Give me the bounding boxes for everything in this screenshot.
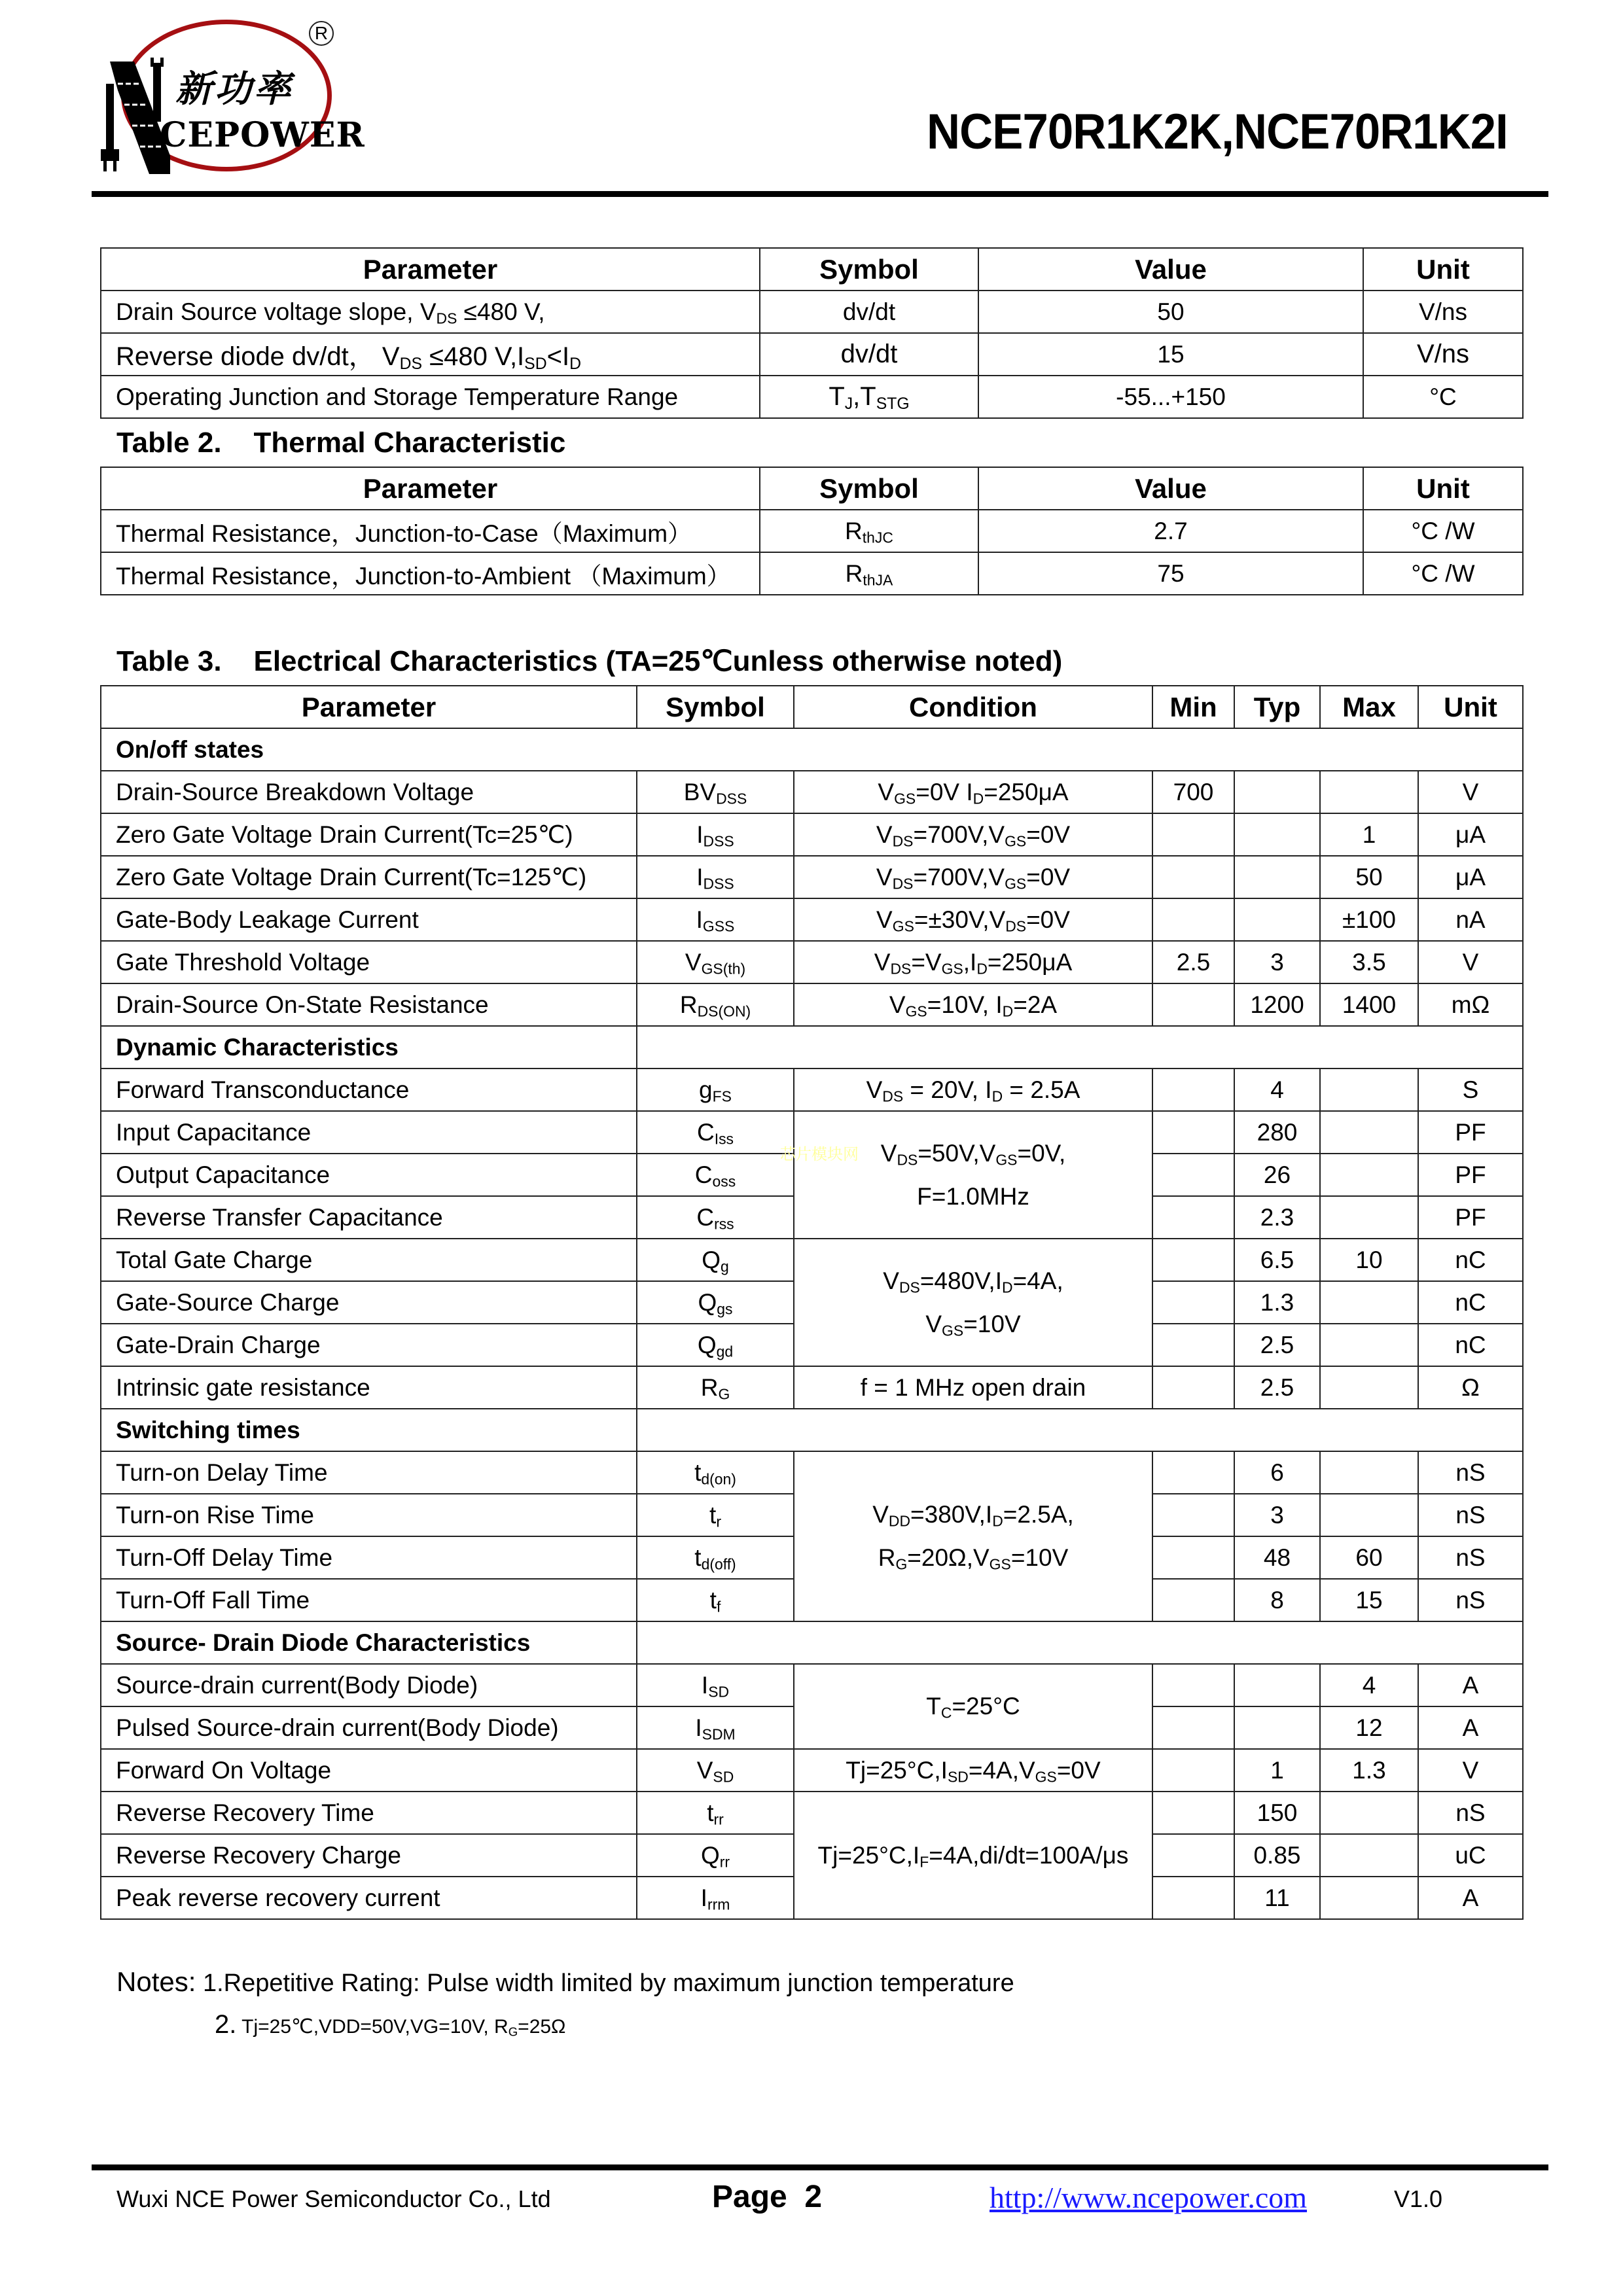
typ-cell: 280 [1234, 1111, 1320, 1154]
unit-cell: nC [1418, 1324, 1523, 1366]
typ-cell: 11 [1234, 1877, 1320, 1919]
company-logo [92, 18, 365, 175]
table-header-row [101, 467, 1523, 510]
symbol-cell [760, 552, 978, 595]
section-row-onoff [101, 728, 1523, 771]
param-cell: Reverse Recovery Charge [101, 1834, 637, 1877]
param-cell: Gate-Drain Charge [101, 1324, 637, 1366]
condition-cell: $Tj=25^\circ C,I_{SD}=4A,V_{GS}=0V$ [794, 1749, 1152, 1792]
header-unit: Unit [1363, 467, 1523, 510]
table-row [101, 510, 1523, 552]
param-text: Reverse diode dv/dt， V [116, 342, 400, 371]
param-cell: Output Capacitance [101, 1154, 637, 1196]
condition-cell: $Tj=25^\circ C,I_F=4A,di/dt=100A/\mu s$ [794, 1792, 1152, 1919]
logo-english-text: CEPOWER [160, 115, 365, 155]
unit-cell: nS [1418, 1536, 1523, 1579]
footer-divider [92, 2164, 1548, 2170]
symbol-cell: $R_G$ [637, 1366, 794, 1409]
param-cell: Thermal Resistance，Junction-to-Ambient （Maximum） [101, 552, 760, 595]
typ-cell [1234, 1664, 1320, 1706]
document-title: NCE70R1K2K,NCE70R1K2I [927, 104, 1508, 160]
typ-cell [1234, 898, 1320, 941]
header-symbol: Symbol [637, 686, 794, 728]
symbol-cell: $I_{SD}$ [637, 1664, 794, 1706]
unit-cell: Ω [1418, 1366, 1523, 1409]
symbol-text: T [829, 382, 845, 411]
min-cell [1152, 1281, 1234, 1324]
condition-cell: $V_{DS}=480V,I_D=4A$, $V_{GS}=10V$ [794, 1239, 1152, 1366]
symbol-cell: dv/dt [760, 291, 978, 333]
param-cell: Turn-Off Delay Time [101, 1536, 637, 1579]
table-row [101, 1664, 1523, 1706]
condition-cell: $V_{DS}=V_{GS},I_D=250\mu A$ [794, 941, 1152, 983]
max-cell: 1400 [1320, 983, 1418, 1026]
symbol-cell: $I_{GSS}$ [637, 898, 794, 941]
symbol-cell: $C_{Iss}$ [637, 1111, 794, 1154]
header-value: Value [978, 248, 1363, 291]
max-cell [1320, 1281, 1418, 1324]
param-cell: Zero Gate Voltage Drain Current(Tc=125℃) [101, 856, 637, 898]
max-cell: 60 [1320, 1536, 1418, 1579]
symbol-cell: $R_{DS(ON)}$ [637, 983, 794, 1026]
param-sub: DS [399, 355, 423, 374]
symbol-sub: STG [876, 395, 910, 414]
unit-cell: nS [1418, 1451, 1523, 1494]
logo-chinese-text: 新功率 [175, 68, 293, 111]
max-cell: 3.5 [1320, 941, 1418, 983]
table-row [101, 983, 1523, 1026]
unit-cell: uC [1418, 1834, 1523, 1877]
registered-mark-icon: R [309, 21, 334, 46]
header-symbol: Symbol [760, 248, 978, 291]
unit-cell: nA [1418, 898, 1523, 941]
section-filler [637, 1026, 1523, 1069]
min-cell [1152, 856, 1234, 898]
section-title: Dynamic Characteristics [101, 1026, 637, 1069]
footer-page-number: Page 2 [712, 2180, 823, 2214]
symbol-cell: $C_{oss}$ [637, 1154, 794, 1196]
min-cell [1152, 1706, 1234, 1749]
param-text: Drain Source voltage slope, V [116, 298, 437, 325]
param-cell: Drain-Source On-State Resistance [101, 983, 637, 1026]
max-cell [1320, 1834, 1418, 1877]
table-row [101, 941, 1523, 983]
param-cell: Turn-on Rise Time [101, 1494, 637, 1536]
param-cell [101, 333, 760, 376]
table2-title: Table 2. Thermal Characteristic [116, 427, 566, 459]
notes-line-1 [116, 1966, 1014, 1998]
min-cell [1152, 1324, 1234, 1366]
symbol-cell: $I_{DSS}$ [637, 856, 794, 898]
param-cell: Source-drain current(Body Diode) [101, 1664, 637, 1706]
table-row [101, 1451, 1523, 1494]
header-typ: Typ [1234, 686, 1320, 728]
param-cell: Turn-Off Fall Time [101, 1579, 637, 1621]
table-row [101, 552, 1523, 595]
symbol-cell: $I_{SDM}$ [637, 1706, 794, 1749]
electrical-characteristics-table [100, 685, 1524, 1920]
param-cell: Pulsed Source-drain current(Body Diode) [101, 1706, 637, 1749]
min-cell [1152, 1494, 1234, 1536]
section-title: On/off states [101, 728, 1523, 771]
table-row [101, 333, 1523, 376]
symbol-cell: $Q_g$ [637, 1239, 794, 1281]
typ-cell [1234, 856, 1320, 898]
param-cell: Forward Transconductance [101, 1069, 637, 1111]
unit-cell: V [1418, 1749, 1523, 1792]
unit-cell: nS [1418, 1494, 1523, 1536]
param-cell: Operating Junction and Storage Temperature Range [101, 376, 760, 418]
symbol-cell: $Q_{gd}$ [637, 1324, 794, 1366]
min-cell [1152, 1792, 1234, 1834]
typ-cell: 1200 [1234, 983, 1320, 1026]
min-cell [1152, 1664, 1234, 1706]
note-2-number: 2. [215, 2010, 237, 2039]
param-cell: Reverse Recovery Time [101, 1792, 637, 1834]
table-row [101, 856, 1523, 898]
param-cell: Forward On Voltage [101, 1749, 637, 1792]
symbol-text: ,T [853, 382, 876, 411]
symbol-cell: $BV_{DSS}$ [637, 771, 794, 813]
max-cell [1320, 1324, 1418, 1366]
symbol-cell: $t_f$ [637, 1579, 794, 1621]
max-cell: 12 [1320, 1706, 1418, 1749]
condition-cell: $V_{DS}=700V,V_{GS}=0V$ [794, 813, 1152, 856]
min-cell: 700 [1152, 771, 1234, 813]
typ-cell: 150 [1234, 1792, 1320, 1834]
notes-label: Notes: [116, 1966, 196, 1997]
unit-cell: nC [1418, 1239, 1523, 1281]
typ-cell: 2.5 [1234, 1366, 1320, 1409]
unit-cell: V [1418, 941, 1523, 983]
symbol-cell: $t_{rr}$ [637, 1792, 794, 1834]
typ-cell [1234, 813, 1320, 856]
min-cell [1152, 1111, 1234, 1154]
max-cell [1320, 771, 1418, 813]
header-value: Value [978, 467, 1363, 510]
param-cell: Turn-on Delay Time [101, 1451, 637, 1494]
min-cell [1152, 1154, 1234, 1196]
symbol-cell: $C_{rss}$ [637, 1196, 794, 1239]
header-divider [92, 191, 1548, 197]
min-cell [1152, 898, 1234, 941]
table-row [101, 1792, 1523, 1834]
min-cell [1152, 1749, 1234, 1792]
unit-cell: V/ns [1363, 333, 1523, 376]
max-cell [1320, 1196, 1418, 1239]
symbol-cell: $I_{rrm}$ [637, 1877, 794, 1919]
symbol-cell: $Q_{rr}$ [637, 1834, 794, 1877]
max-cell: 10 [1320, 1239, 1418, 1281]
param-sub: DS [436, 309, 457, 327]
condition-cell: $V_{DS}=700V,V_{GS}=0V$ [794, 856, 1152, 898]
param-sub: SD [524, 355, 547, 374]
min-cell [1152, 1366, 1234, 1409]
condition-cell: $V_{DS}=50V,V_{GS}=0V$, F=1.0MHz [794, 1111, 1152, 1239]
unit-cell: nS [1418, 1579, 1523, 1621]
condition-cell: $V_{DS} = 20V$, $I_D = 2.5A$ [794, 1069, 1152, 1111]
symbol-cell: $Q_{gs}$ [637, 1281, 794, 1324]
unit-cell: nC [1418, 1281, 1523, 1324]
header-symbol: Symbol [760, 467, 978, 510]
max-cell [1320, 1069, 1418, 1111]
symbol-cell: $t_{d(off)}$ [637, 1536, 794, 1579]
param-tail: ≤480 V,I [422, 342, 525, 371]
min-cell [1152, 1536, 1234, 1579]
section-title: Source- Drain Diode Characteristics [101, 1621, 637, 1664]
symbol-text: R [845, 517, 863, 544]
param-cell: Reverse Transfer Capacitance [101, 1196, 637, 1239]
max-cell [1320, 1451, 1418, 1494]
header-max: Max [1320, 686, 1418, 728]
max-cell [1320, 1877, 1418, 1919]
unit-cell: °C [1363, 376, 1523, 418]
table-row [101, 898, 1523, 941]
unit-cell: S [1418, 1069, 1523, 1111]
symbol-text: R [845, 559, 863, 587]
typ-cell: 3 [1234, 941, 1320, 983]
param-cell: Gate-Body Leakage Current [101, 898, 637, 941]
value-cell: 75 [978, 552, 1363, 595]
section-row-switching [101, 1409, 1523, 1451]
unit-cell: °C /W [1363, 510, 1523, 552]
header-min: Min [1152, 686, 1234, 728]
max-cell [1320, 1366, 1418, 1409]
param-cell: Input Capacitance [101, 1111, 637, 1154]
symbol-cell [760, 376, 978, 418]
min-cell [1152, 1196, 1234, 1239]
max-cell: 1 [1320, 813, 1418, 856]
max-cell [1320, 1792, 1418, 1834]
param-cell: Gate Threshold Voltage [101, 941, 637, 983]
typ-cell [1234, 771, 1320, 813]
value-cell: 15 [978, 333, 1363, 376]
max-cell: 50 [1320, 856, 1418, 898]
symbol-cell: $V_{GS(th)}$ [637, 941, 794, 983]
note-2-text: Tj=25℃,VDD=50V,VG=10V, $R_G=25\Omega$ [236, 2016, 566, 2039]
section-row-diode [101, 1621, 1523, 1664]
symbol-cell [760, 510, 978, 552]
symbol-cell: $I_{DSS}$ [637, 813, 794, 856]
typ-cell [1234, 1706, 1320, 1749]
unit-cell: A [1418, 1664, 1523, 1706]
thermal-table [100, 467, 1524, 595]
symbol-sub: thJC [862, 529, 893, 546]
typ-cell: 26 [1234, 1154, 1320, 1196]
symbol-cell: $V_{SD}$ [637, 1749, 794, 1792]
param-cell: Peak reverse recovery current [101, 1877, 637, 1919]
unit-cell: V/ns [1363, 291, 1523, 333]
typ-cell: 8 [1234, 1579, 1320, 1621]
symbol-sub: thJA [863, 571, 893, 589]
param-cell: Gate-Source Charge [101, 1281, 637, 1324]
unit-cell: mΩ [1418, 983, 1523, 1026]
header-unit: Unit [1418, 686, 1523, 728]
param-cell: Zero Gate Voltage Drain Current(Tc=25℃) [101, 813, 637, 856]
param-sub: D [569, 355, 582, 374]
section-title: Switching times [101, 1409, 637, 1451]
table-row [101, 291, 1523, 333]
param-tail: <I [546, 342, 570, 371]
min-cell [1152, 1834, 1234, 1877]
typ-cell: 2.5 [1234, 1324, 1320, 1366]
typ-cell: 6 [1234, 1451, 1320, 1494]
symbol-cell: $t_r$ [637, 1494, 794, 1536]
symbol-cell: $g_{FS}$ [637, 1069, 794, 1111]
table-header-row [101, 686, 1523, 728]
table-row [101, 1069, 1523, 1111]
symbol-cell: $t_{d(on)}$ [637, 1451, 794, 1494]
typ-cell: 2.3 [1234, 1196, 1320, 1239]
typ-cell: 48 [1234, 1536, 1320, 1579]
condition-cell: f = 1 MHz open drain [794, 1366, 1152, 1409]
max-cell: 15 [1320, 1579, 1418, 1621]
section-filler [637, 1621, 1523, 1664]
min-cell [1152, 813, 1234, 856]
notes-line-2 [215, 2010, 566, 2040]
symbol-cell: dv/dt [760, 333, 978, 376]
header-unit: Unit [1363, 248, 1523, 291]
condition-cell: $V_{GS}=0V$ $I_D=250\mu A$ [794, 771, 1152, 813]
typ-cell: 3 [1234, 1494, 1320, 1536]
param-cell: Drain-Source Breakdown Voltage [101, 771, 637, 813]
header-condition: Condition [794, 686, 1152, 728]
param-tail: ≤480 V, [457, 298, 545, 325]
header-parameter: Parameter [101, 467, 760, 510]
section-row-dynamic [101, 1026, 1523, 1069]
unit-cell: μA [1418, 856, 1523, 898]
condition-cell: $V_{GS}=\pm 30V,V_{DS}=0V$ [794, 898, 1152, 941]
typ-cell: 1.3 [1234, 1281, 1320, 1324]
typ-cell: 6.5 [1234, 1239, 1320, 1281]
typ-cell: 0.85 [1234, 1834, 1320, 1877]
unit-cell: PF [1418, 1196, 1523, 1239]
table-row [101, 813, 1523, 856]
max-cell: 1.3 [1320, 1749, 1418, 1792]
max-cell [1320, 1111, 1418, 1154]
unit-cell: nS [1418, 1792, 1523, 1834]
watermark-text: 芯片模块网 [780, 1145, 859, 1163]
min-cell [1152, 1451, 1234, 1494]
table-row [101, 376, 1523, 418]
condition-cell: $T_C=25^\circ C$ [794, 1664, 1152, 1749]
footer-company: Wuxi NCE Power Semiconductor Co., Ltd [116, 2185, 551, 2212]
value-cell: 2.7 [978, 510, 1363, 552]
min-cell: 2.5 [1152, 941, 1234, 983]
header-parameter: Parameter [101, 248, 760, 291]
param-cell: Total Gate Charge [101, 1239, 637, 1281]
min-cell [1152, 1877, 1234, 1919]
table3-title: Table 3. Electrical Characteristics (TA=25℃unless otherwise noted) [116, 645, 1063, 677]
param-cell: Intrinsic gate resistance [101, 1366, 637, 1409]
section-filler [637, 1409, 1523, 1451]
ratings-table [100, 247, 1524, 419]
condition-cell: $V_{DD}=380V,I_D=2.5A$, $R_G=20\Omega,V_{GS}=10V$ [794, 1451, 1152, 1621]
min-cell [1152, 983, 1234, 1026]
typ-cell: 1 [1234, 1749, 1320, 1792]
unit-cell: A [1418, 1877, 1523, 1919]
table-row [101, 1366, 1523, 1409]
min-cell [1152, 1069, 1234, 1111]
min-cell [1152, 1239, 1234, 1281]
unit-cell: μA [1418, 813, 1523, 856]
param-cell [101, 291, 760, 333]
table-row [101, 1239, 1523, 1281]
table-header-row [101, 248, 1523, 291]
unit-cell: PF [1418, 1154, 1523, 1196]
max-cell: ±100 [1320, 898, 1418, 941]
typ-cell: 4 [1234, 1069, 1320, 1111]
header-parameter: Parameter [101, 686, 637, 728]
max-cell [1320, 1154, 1418, 1196]
unit-cell: °C /W [1363, 552, 1523, 595]
max-cell [1320, 1494, 1418, 1536]
condition-cell: $V_{GS}=10V$, $I_D=2A$ [794, 983, 1152, 1026]
param-cell: Thermal Resistance，Junction-to-Case（Maximum） [101, 510, 760, 552]
table-row [101, 771, 1523, 813]
unit-cell: PF [1418, 1111, 1523, 1154]
note-1-text: 1.Repetitive Rating: Pulse width limited by maximum junction temperature [196, 1969, 1014, 1997]
unit-cell: A [1418, 1706, 1523, 1749]
footer-version: V1.0 [1394, 2185, 1443, 2212]
table-row [101, 1749, 1523, 1792]
symbol-sub: J [844, 395, 853, 414]
value-cell: 50 [978, 291, 1363, 333]
max-cell: 4 [1320, 1664, 1418, 1706]
value-cell: -55...+150 [978, 376, 1363, 418]
unit-cell: V [1418, 771, 1523, 813]
footer-website-link[interactable]: http://www.ncepower.com [990, 2181, 1308, 2214]
min-cell [1152, 1579, 1234, 1621]
